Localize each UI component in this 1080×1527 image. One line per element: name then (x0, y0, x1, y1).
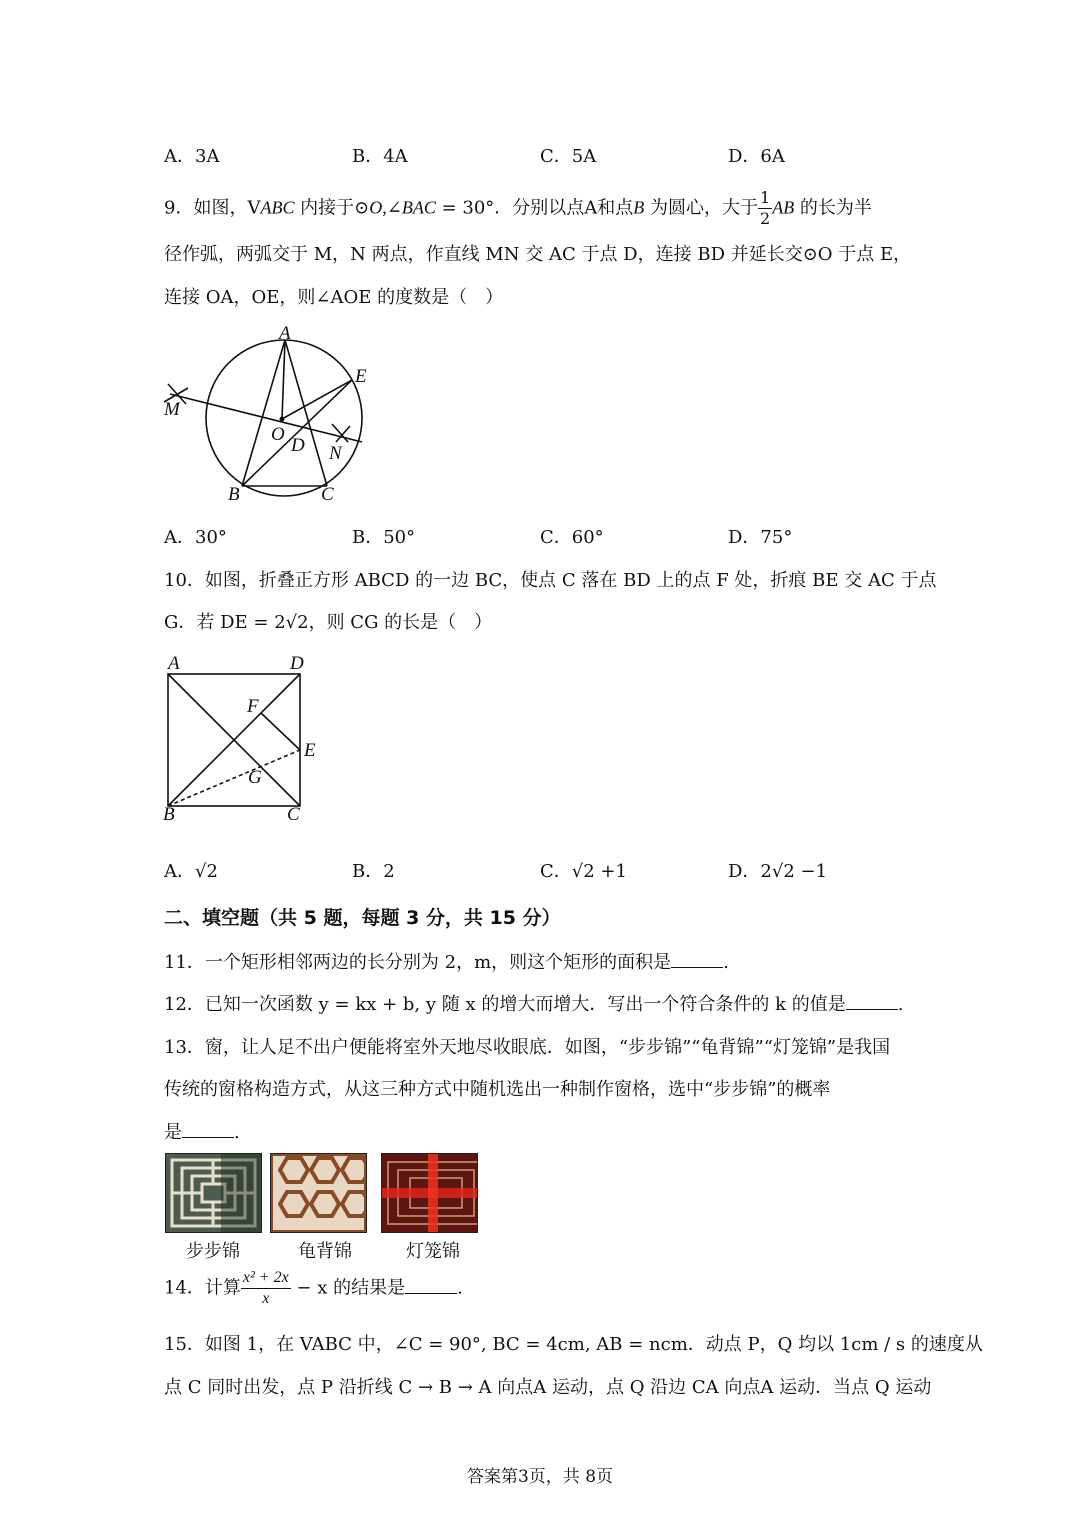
label-m: M (164, 399, 180, 420)
label-b: B (228, 484, 240, 505)
label-a: A (279, 323, 291, 344)
label-c: C (321, 484, 334, 505)
q9-option-d: D．75° (728, 527, 793, 548)
q9-option-b: B．50° (352, 527, 416, 548)
q13-line2: 传统的窗格构造方式，从这三种方式中随机选出一种制作窗格，选中“步步锦”的概率 (164, 1079, 831, 1100)
q14-answer-blank[interactable] (405, 1279, 457, 1294)
label-o: O (271, 424, 285, 445)
q12-answer-blank[interactable] (846, 995, 898, 1010)
caption-guibeijin: 龟背锦 (298, 1241, 352, 1262)
q10-line2: G．若 DE = 2√2，则 CG 的长是（ ） (164, 612, 493, 633)
q15-line1: 15．如图 1，在 VABC 中，∠C = 90°, BC = 4cm, AB = ncm．动点 P，Q 均以 1cm / s 的速度从 (164, 1334, 983, 1355)
q12-line: 12．已知一次函数 y = kx + b, y 随 x 的增大而增大．写出一个符合条件的 k 的值是 . (164, 994, 904, 1015)
label-e: E (304, 740, 316, 761)
denglongjin-image (381, 1153, 478, 1233)
q11-answer-blank[interactable] (671, 953, 723, 968)
label-n: N (329, 443, 342, 464)
guibeijin-image (270, 1153, 367, 1233)
q10-option-a: A．√2 (164, 861, 218, 882)
q13-answer-blank[interactable] (182, 1123, 234, 1138)
q9-option-a: A．30° (164, 527, 227, 548)
q14-fraction: $\frac{\text{x² + 2x}}{x}$ (242, 1269, 289, 1307)
q9-circle-figure (160, 318, 380, 508)
q11-line: 11．一个矩形相邻两边的长分别为 2，m，则这个矩形的面积是 . (164, 952, 729, 973)
label-b: B (163, 804, 175, 825)
q14-line: 14．计算 $\frac{\text{x² + 2x}}{x}$ − x 的结果是 . (164, 1269, 463, 1307)
q8-option-a: A．3A (164, 146, 220, 167)
q8-option-d: D．6A (728, 146, 785, 167)
q13-line1: 13．窗，让人足不出户便能将室外天地尽收眼底．如图，“步步锦”“龟背锦”“灯笼锦”是我国 (164, 1037, 891, 1058)
q8-option-b: B．4A (352, 146, 408, 167)
q10-line1: 10．如图，折叠正方形 ABCD 的一边 BC，使点 C 落在 BD 上的点 F 处，折痕 BE 交 AC 于点 (164, 570, 937, 591)
q10-option-c: C．√2 +1 (540, 861, 627, 882)
q13-line3: 是 . (164, 1122, 240, 1143)
q10-option-b: B．2 (352, 861, 395, 882)
q9-line1: 9．如图，VABC 内接于⊙O,∠BAC = 30°．分别以点A和点B 为圆心，大于 $\frac{1}{2}$ AB 的长为半 (164, 188, 872, 228)
line-mn (170, 394, 362, 442)
label-d: D (290, 653, 304, 674)
caption-bubujin: 步步锦 (186, 1241, 240, 1262)
q8-option-c: C．5A (540, 146, 597, 167)
page-footer: 答案第3页，共 8页 (466, 1467, 614, 1487)
q10-square-figure (160, 650, 330, 825)
bubujin-image (165, 1153, 262, 1233)
label-c: C (287, 804, 300, 825)
label-g: G (248, 767, 262, 788)
q15-line2: 点 C 同时出发，点 P 沿折线 C → B → A 向点A 运动，点 Q 沿边 CA 向点A 运动．当点 Q 运动 (164, 1377, 932, 1398)
label-f: F (247, 696, 259, 717)
q9-line2: 径作弧，两弧交于 M，N 两点，作直线 MN 交 AC 于点 D，连接 BD 并延长交⊙O 于点 E， (164, 244, 912, 265)
label-a: A (168, 653, 180, 674)
q9-line3: 连接 OA，OE，则∠AOE 的度数是（ ） (164, 287, 504, 308)
caption-denglongjin: 灯笼锦 (406, 1241, 460, 1262)
q9-option-c: C．60° (540, 527, 604, 548)
half-fraction: $\frac{1}{2}$ (760, 188, 771, 228)
section-title: 二、填空题（共 5 题，每题 3 分，共 15 分） (164, 907, 561, 929)
q10-option-d: D．2√2 −1 (728, 861, 828, 882)
label-d: D (291, 435, 305, 456)
label-e: E (355, 366, 367, 387)
